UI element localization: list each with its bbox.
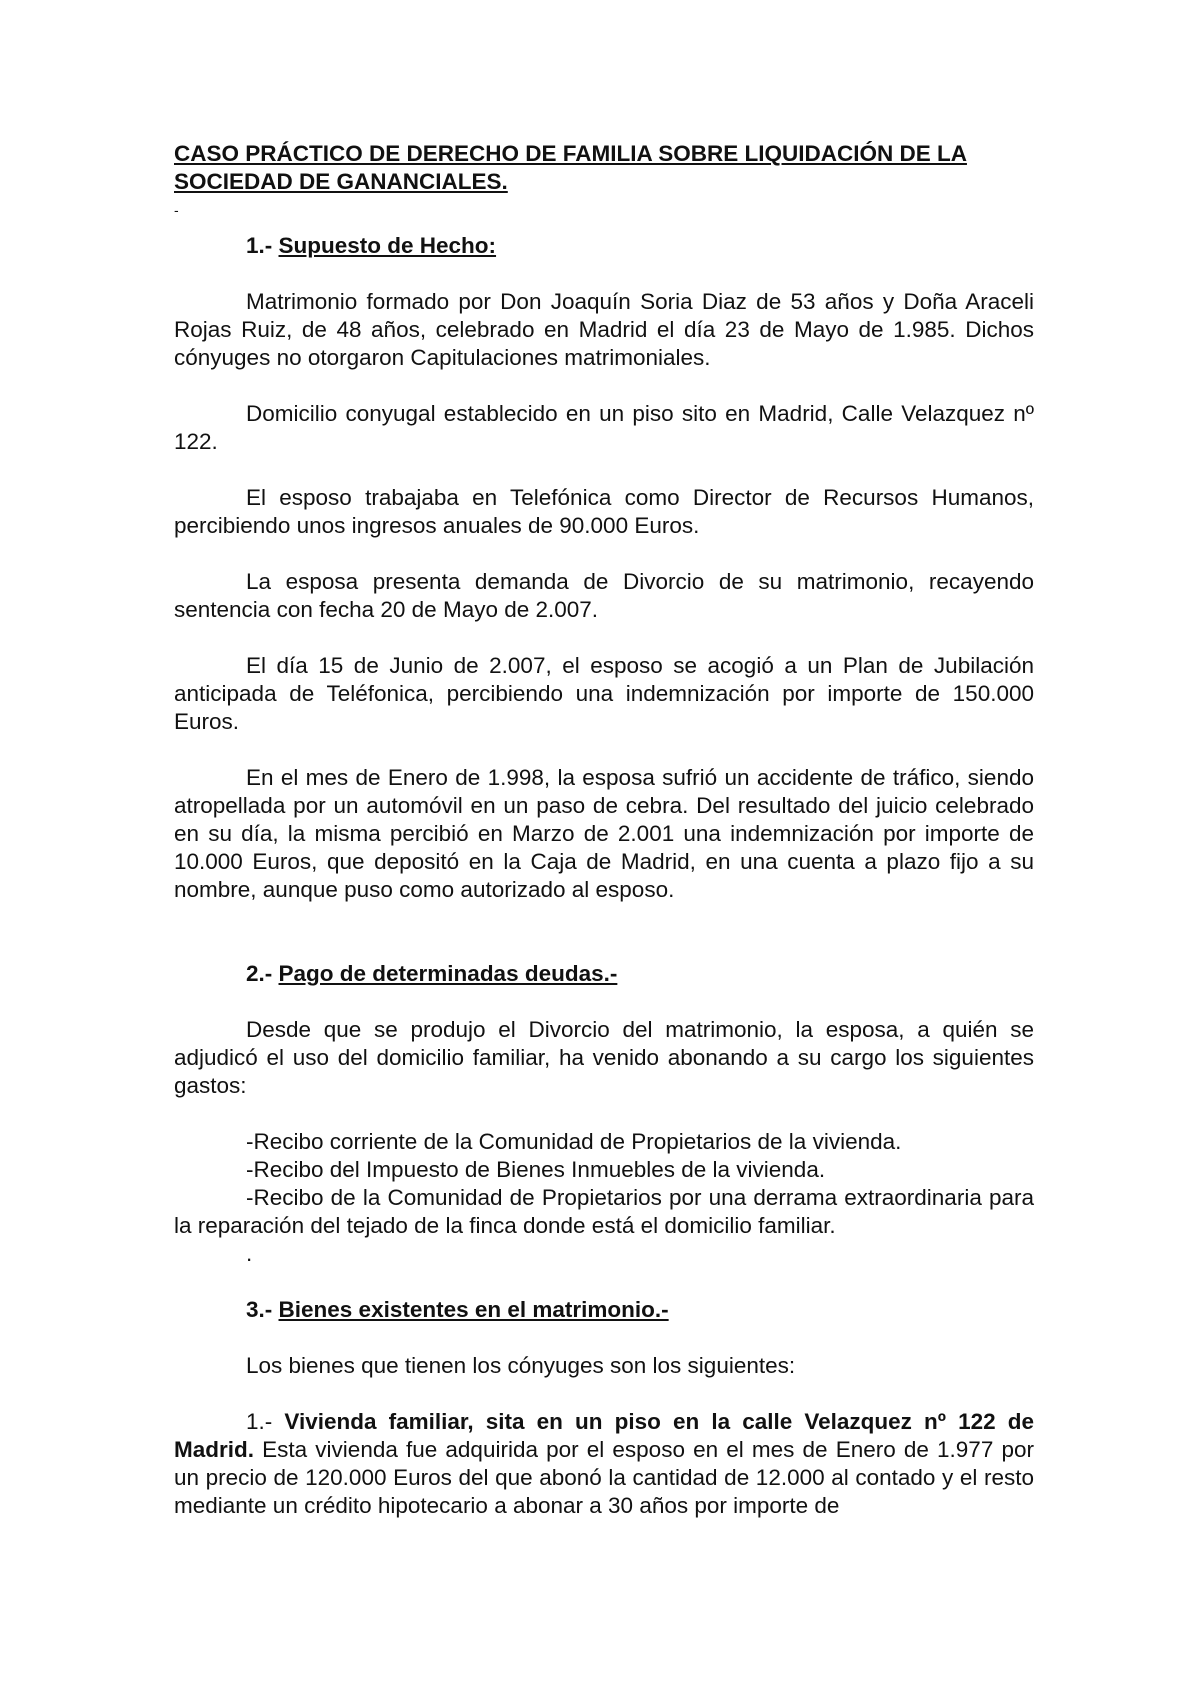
section-1-paragraph: Matrimonio formado por Don Joaquín Soria Diaz de 53 años y Doña Araceli Rojas Ruiz, de 48 años, celebrado en Madrid el día 23 de Mayo de 1.985. Dichos cónyuges no otorgaron Capitulaciones matrimoniales. (174, 289, 1034, 370)
section-2-heading (174, 960, 1034, 988)
section-1-paragraph: El esposo trabajaba en Telefónica como Director de Recursos Humanos, percibiendo unos ingresos anuales de 90.000 Euros. (174, 485, 1034, 538)
asset-item-number: 1.- (246, 1409, 285, 1434)
section-1-paragraph: Domicilio conyugal establecido en un piso sito en Madrid, Calle Velazquez nº 122. (174, 401, 1034, 454)
section-1-heading (174, 232, 1034, 260)
expense-item: -Recibo corriente de la Comunidad de Propietarios de la vivienda. (246, 1129, 902, 1154)
asset-item-1 (174, 1408, 1034, 1520)
trailing-mark: . (246, 1241, 253, 1266)
asset-item-title: Vivienda familiar, sita en un piso en la calle Velazquez nº 122 de Madrid. (174, 1409, 1034, 1462)
section-2-title: Pago de determinadas deudas.- (278, 961, 618, 986)
expense-item: -Recibo de la Comunidad de Propietarios por una derrama extraordinaria para la reparación del tejado de la finca donde está el domicilio familiar. (174, 1185, 1034, 1238)
asset-item-text: Esta vivienda fue adquirida por el esposo en el mes de Enero de 1.977 por un precio de 120.000 Euros del que abonó la cantidad de 12.000 al contado y el resto mediante un crédito hipotecario a abonar a 30 años por importe de (174, 1437, 1034, 1518)
section-3-title: Bienes existentes en el matrimonio.- (278, 1297, 669, 1322)
document-page (174, 140, 1034, 1548)
section-1-title: Supuesto de Hecho: (278, 233, 497, 258)
section-2-intro: Desde que se produjo el Divorcio del matrimonio, la esposa, a quién se adjudicó el uso del domicilio familiar, ha venido abonando a su cargo los siguientes gastos: (174, 1017, 1034, 1098)
section-1-paragraph: En el mes de Enero de 1.998, la esposa sufrió un accidente de tráfico, siendo atropellada por un automóvil en un paso de cebra. Del resultado del juicio celebrado en su día, la misma percibió en Marzo de 2.001 una indemnización por importe de 10.000 Euros, que depositó en la Caja de Madrid, en una cuenta a plazo fijo a su nombre, aunque puso como autorizado al esposo. (174, 765, 1034, 902)
section-1-paragraph: El día 15 de Junio de 2.007, el esposo se acogió a un Plan de Jubilación anticipada de Teléfonica, percibiendo una indemnización por importe de 150.000 Euros. (174, 653, 1034, 734)
section-3-intro: Los bienes que tienen los cónyuges son los siguientes: (246, 1353, 796, 1378)
section-3-heading (174, 1296, 1034, 1324)
document-title: CASO PRÁCTICO DE DERECHO DE FAMILIA SOBRE LIQUIDACIÓN DE LA SOCIEDAD DE GANANCIALES. (174, 141, 967, 194)
section-1-paragraph: La esposa presenta demanda de Divorcio de su matrimonio, recayendo sentencia con fecha 20 de Mayo de 2.007. (174, 569, 1034, 622)
section-2-number: 2.- (246, 961, 279, 986)
separator-mark: - (174, 202, 179, 218)
section-3-number: 3.- (246, 1297, 279, 1322)
section-1-number: 1.- (246, 233, 279, 258)
expense-item: -Recibo del Impuesto de Bienes Inmuebles de la vivienda. (246, 1157, 826, 1182)
